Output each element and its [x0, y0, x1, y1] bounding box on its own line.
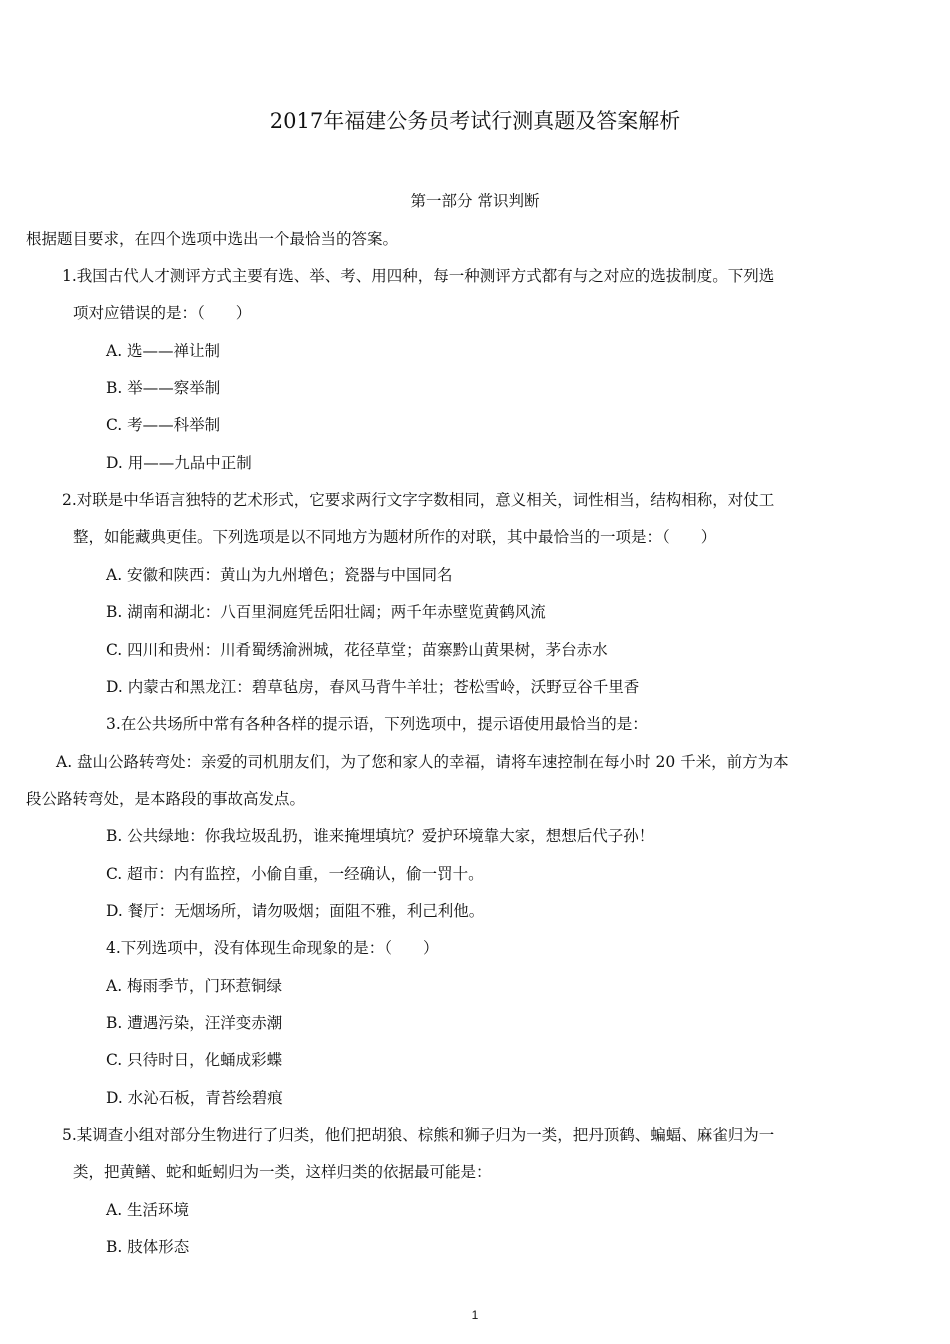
q3-option-d: D. 餐厅：无烟场所，请勿吸烟；面阻不雅，利己利他。: [106, 902, 485, 920]
q5-stem-line2: 类，把黄鳝、蛇和蚯蚓归为一类，这样归类的依据最可能是：: [73, 1163, 492, 1181]
q4-option-b: B. 遭遇污染，汪洋变赤潮: [106, 1014, 283, 1032]
q2-option-a: A. 安徽和陕西：黄山为九州增色；瓷器与中国同名: [106, 566, 453, 584]
q4-option-d: D. 水沁石板，青苔绘碧痕: [106, 1089, 283, 1107]
q4-option-a: A. 梅雨季节，门环惹铜绿: [106, 977, 283, 995]
q2-option-c: C. 四川和贵州：川肴蜀绣渝洲城，花径草堂；苗寨黔山黄果树，茅台赤水: [106, 641, 608, 659]
q5-stem-line1: 5.某调查小组对部分生物进行了归类，他们把胡狼、棕熊和狮子归为一类，把丹顶鹤、蝙蝠、麻雀归为一: [62, 1126, 775, 1144]
document-title: 2017年福建公务员考试行测真题及答案解析: [269, 109, 681, 133]
q1-option-b: B. 举——察举制: [106, 379, 221, 397]
q2-stem-line1: 2.对联是中华语言独特的艺术形式，它要求两行文字字数相同，意义相关，词性相当，结构相称，对仗工: [62, 491, 775, 509]
q3-option-c: C. 超市：内有监控，小偷自重，一经确认，偷一罚十。: [106, 865, 484, 883]
q3-option-a-line2: 段公路转弯处，是本路段的事故高发点。: [26, 790, 306, 808]
q1-option-a: A. 选——禅让制: [106, 342, 221, 360]
page-number: 1: [471, 1308, 479, 1322]
section-heading: 第一部分 常识判断: [410, 192, 540, 210]
q1-stem-line1: 1.我国古代人才测评方式主要有选、举、考、用四种，每一种测评方式都有与之对应的选拔制度。下列选: [62, 267, 775, 285]
q2-stem-line2: 整，如能藏典更佳。下列选项是以不同地方为题材所作的对联，其中最恰当的一项是：（ ）: [73, 528, 717, 546]
q4-option-c: C. 只待时日，化蛹成彩蝶: [106, 1051, 283, 1069]
q4-stem: 4.下列选项中，没有体现生命现象的是：（ ）: [106, 939, 439, 957]
q2-option-b: B. 湖南和湖北：八百里洞庭凭岳阳壮阔；两千年赤壁览黄鹤风流: [106, 603, 546, 621]
q3-option-a-line1: A. 盘山公路转弯处：亲爱的司机朋友们，为了您和家人的幸福，请将车速控制在每小时 20 千米，前方为本: [56, 753, 789, 771]
q1-option-d: D. 用——九品中正制: [106, 454, 252, 472]
q3-option-b: B. 公共绿地：你我垃圾乱扔，谁来掩埋填坑？爱护环境靠大家，想想后代子孙！: [106, 827, 655, 845]
q2-option-d: D. 内蒙古和黑龙江：碧草毡房，春风马背牛羊壮；苍松雪岭，沃野豆谷千里香: [106, 678, 640, 696]
q5-option-b: B. 肢体形态: [106, 1238, 190, 1256]
q1-stem-line2: 项对应错误的是：（ ）: [73, 304, 252, 322]
q3-stem: 3.在公共场所中常有各种各样的提示语，下列选项中，提示语使用最恰当的是：: [106, 715, 648, 733]
instruction: 根据题目要求，在四个选项中选出一个最恰当的答案。: [26, 230, 399, 248]
q1-option-c: C. 考——科举制: [106, 416, 221, 434]
q5-option-a: A. 生活环境: [106, 1201, 190, 1219]
